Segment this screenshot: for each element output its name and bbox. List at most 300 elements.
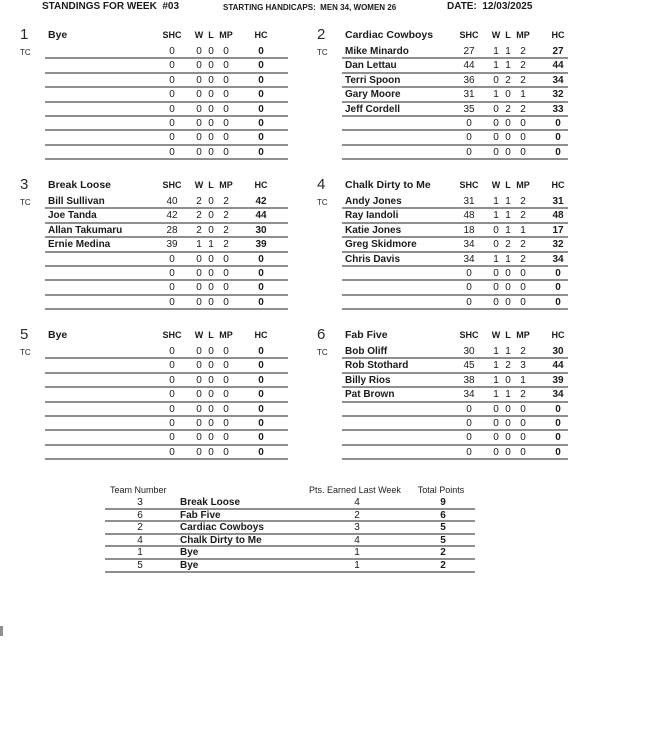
team-name: Bye — [48, 329, 68, 341]
player-row — [45, 224, 288, 238]
date-label: DATE: 12/03/2025 — [447, 1, 533, 12]
team-name: Fab Five — [345, 329, 388, 341]
player-wins: 0 — [493, 103, 499, 115]
player-match-points: 0 — [223, 403, 229, 415]
player-losses: 0 — [505, 146, 511, 158]
player-hc: 34 — [552, 74, 564, 86]
summary-team-name: Chalk Dirty to Me — [180, 534, 262, 546]
player-match-points: 0 — [520, 282, 526, 294]
player-shc: 0 — [466, 432, 472, 444]
player-rows — [45, 345, 288, 460]
player-wins: 1 — [493, 210, 499, 222]
player-shc: 0 — [466, 282, 472, 294]
player-match-points: 0 — [520, 432, 526, 444]
player-name: Billy Rios — [345, 374, 391, 386]
player-losses: 0 — [505, 296, 511, 308]
player-hc: 0 — [258, 346, 264, 357]
player-hc: 0 — [258, 132, 264, 144]
player-match-points: 0 — [520, 117, 526, 129]
player-shc: 38 — [463, 374, 475, 386]
player-name: Chris Davis — [345, 253, 401, 265]
team-captain-label: TC — [317, 198, 328, 207]
player-name: Bill Sullivan — [48, 196, 105, 207]
player-hc: 44 — [552, 360, 564, 372]
player-losses: 2 — [505, 239, 511, 251]
player-losses: 0 — [208, 224, 214, 236]
summary-pts-earned: 1 — [354, 547, 360, 559]
team-captain-label: TC — [20, 198, 31, 207]
player-shc: 27 — [463, 46, 475, 57]
summary-total-points: 6 — [440, 509, 446, 521]
player-row — [342, 209, 568, 223]
player-wins: 0 — [196, 117, 202, 129]
player-hc: 48 — [552, 210, 564, 222]
player-row — [342, 388, 568, 402]
player-match-points: 2 — [223, 196, 229, 207]
player-hc: 17 — [552, 224, 564, 236]
player-hc: 0 — [258, 46, 264, 57]
player-hc: 0 — [258, 374, 264, 386]
player-wins: 2 — [196, 196, 202, 207]
col-header-w: W — [194, 330, 204, 340]
player-match-points: 0 — [520, 296, 526, 308]
player-match-points: 2 — [223, 224, 229, 236]
player-row — [45, 253, 288, 267]
player-hc: 0 — [258, 432, 264, 444]
player-shc: 0 — [169, 146, 175, 158]
player-losses: 0 — [208, 60, 214, 72]
summary-team-number: 1 — [137, 547, 143, 559]
player-wins: 0 — [493, 282, 499, 294]
player-match-points: 0 — [520, 403, 526, 415]
player-shc: 0 — [466, 446, 472, 458]
player-hc: 0 — [555, 446, 561, 458]
player-shc: 0 — [169, 282, 175, 294]
team-number: 4 — [317, 176, 326, 193]
player-wins: 2 — [196, 210, 202, 222]
player-row — [45, 403, 288, 417]
player-wins: 2 — [196, 224, 202, 236]
player-shc: 30 — [463, 346, 475, 357]
col-header-l: L — [208, 330, 214, 340]
player-shc: 0 — [169, 132, 175, 144]
player-wins: 1 — [493, 196, 499, 207]
player-name: Ray Iandoli — [345, 210, 399, 222]
player-wins: 0 — [493, 146, 499, 158]
summary-row — [105, 535, 475, 548]
starting-handicaps-label: STARTING HANDICAPS: MEN 34, WOMEN 26 — [223, 3, 397, 12]
player-hc: 32 — [552, 239, 564, 251]
player-losses: 0 — [208, 403, 214, 415]
player-match-points: 0 — [520, 132, 526, 144]
player-losses: 0 — [208, 46, 214, 57]
col-header-w: W — [491, 330, 501, 340]
player-hc: 44 — [552, 60, 564, 72]
team-header-row — [18, 176, 288, 195]
summary-team-number: 3 — [137, 497, 143, 508]
player-rows — [45, 195, 288, 310]
col-header-hc: HC — [551, 180, 565, 190]
player-losses: 1 — [505, 196, 511, 207]
player-name: Greg Skidmore — [345, 239, 417, 251]
player-losses: 0 — [208, 374, 214, 386]
player-match-points: 2 — [520, 389, 526, 401]
player-row — [45, 117, 288, 131]
team-name: Chalk Dirty to Me — [345, 179, 431, 191]
player-losses: 0 — [208, 146, 214, 158]
player-row — [342, 88, 568, 102]
player-match-points: 2 — [223, 239, 229, 251]
player-shc: 0 — [169, 417, 175, 429]
player-shc: 0 — [466, 267, 472, 279]
col-header-hc: HC — [254, 180, 268, 190]
player-losses: 1 — [208, 239, 214, 251]
player-wins: 0 — [493, 267, 499, 279]
player-row — [45, 195, 288, 209]
player-hc: 0 — [258, 389, 264, 401]
player-wins: 0 — [196, 417, 202, 429]
player-row — [342, 253, 568, 267]
player-match-points: 0 — [223, 103, 229, 115]
summary-pts-earned: 1 — [354, 559, 360, 571]
player-name: Ernie Medina — [48, 239, 111, 251]
col-header-w: W — [491, 180, 501, 190]
player-wins: 0 — [196, 253, 202, 265]
summary-row — [105, 497, 475, 510]
player-match-points: 0 — [223, 360, 229, 372]
col-header-hc: HC — [254, 30, 268, 40]
player-match-points: 2 — [520, 103, 526, 115]
summary-pts-earned: 2 — [354, 509, 360, 521]
col-header-w: W — [194, 180, 204, 190]
player-row — [342, 146, 568, 160]
col-header-w: W — [194, 30, 204, 40]
player-wins: 0 — [196, 267, 202, 279]
player-wins: 0 — [493, 432, 499, 444]
team-captain-label: TC — [317, 48, 328, 57]
col-header-shc: SHC — [459, 30, 479, 40]
player-row — [45, 103, 288, 117]
player-row — [45, 59, 288, 73]
player-row — [342, 417, 568, 431]
player-hc: 0 — [258, 360, 264, 372]
player-losses: 0 — [208, 89, 214, 101]
player-shc: 0 — [169, 360, 175, 372]
team-header-row — [315, 326, 568, 345]
player-shc: 0 — [466, 403, 472, 415]
team-block — [18, 326, 288, 460]
page-edge-mark — [0, 626, 3, 636]
player-shc: 31 — [463, 196, 475, 207]
player-match-points: 1 — [520, 224, 526, 236]
team-block — [315, 26, 568, 160]
player-shc: 0 — [169, 374, 175, 386]
player-wins: 0 — [196, 432, 202, 444]
team-header-row — [315, 176, 568, 195]
player-shc: 0 — [169, 103, 175, 115]
player-losses: 1 — [505, 253, 511, 265]
col-header-hc: HC — [551, 330, 565, 340]
player-hc: 0 — [258, 146, 264, 158]
team-block — [18, 26, 288, 160]
player-shc: 34 — [463, 253, 475, 265]
player-row — [342, 238, 568, 252]
team-number: 3 — [20, 176, 29, 193]
player-shc: 34 — [463, 239, 475, 251]
player-wins: 0 — [196, 374, 202, 386]
player-match-points: 0 — [223, 117, 229, 129]
col-header-l: L — [208, 180, 214, 190]
player-shc: 0 — [169, 60, 175, 72]
player-hc: 0 — [555, 296, 561, 308]
player-row — [45, 345, 288, 359]
player-match-points: 0 — [223, 267, 229, 279]
player-shc: 40 — [166, 196, 178, 207]
team-number: 2 — [317, 26, 326, 43]
col-header-l: L — [208, 30, 214, 40]
team-header-row — [18, 326, 288, 345]
player-wins: 0 — [196, 346, 202, 357]
player-losses: 0 — [208, 446, 214, 458]
col-header-w: W — [491, 30, 501, 40]
player-shc: 0 — [169, 389, 175, 401]
player-hc: 0 — [555, 267, 561, 279]
player-losses: 0 — [505, 89, 511, 101]
player-match-points: 0 — [520, 446, 526, 458]
player-shc: 0 — [169, 346, 175, 357]
player-wins: 0 — [493, 117, 499, 129]
player-row — [45, 359, 288, 373]
player-hc: 30 — [255, 224, 267, 236]
player-name: Rob Stothard — [345, 360, 409, 372]
page-title: STANDINGS FOR WEEK #03 — [42, 1, 180, 12]
player-match-points: 0 — [223, 282, 229, 294]
player-match-points: 2 — [520, 196, 526, 207]
player-name: Gary Moore — [345, 89, 401, 101]
player-hc: 0 — [258, 417, 264, 429]
player-name: Pat Brown — [345, 389, 395, 401]
player-row — [342, 403, 568, 417]
player-wins: 1 — [493, 253, 499, 265]
player-wins: 1 — [493, 374, 499, 386]
player-wins: 1 — [493, 89, 499, 101]
player-match-points: 0 — [223, 296, 229, 308]
player-hc: 39 — [255, 239, 267, 251]
team-header-row — [315, 26, 568, 45]
player-shc: 0 — [169, 446, 175, 458]
player-name: Andy Jones — [345, 196, 402, 207]
player-hc: 33 — [552, 103, 564, 115]
player-match-points: 0 — [223, 446, 229, 458]
player-match-points: 0 — [223, 253, 229, 265]
player-hc: 0 — [258, 253, 264, 265]
col-header-mp: MP — [219, 330, 233, 340]
team-number: 6 — [317, 326, 326, 343]
player-name: Terri Spoon — [345, 74, 401, 86]
team-captain-label: TC — [20, 348, 31, 357]
player-wins: 0 — [493, 224, 499, 236]
player-losses: 1 — [505, 346, 511, 357]
player-row — [342, 103, 568, 117]
player-wins: 0 — [196, 446, 202, 458]
team-number: 1 — [20, 26, 29, 43]
player-losses: 0 — [208, 132, 214, 144]
player-hc: 31 — [552, 196, 564, 207]
player-hc: 44 — [255, 210, 267, 222]
player-hc: 0 — [258, 60, 264, 72]
player-hc: 0 — [258, 103, 264, 115]
player-row — [342, 74, 568, 88]
player-wins: 0 — [196, 132, 202, 144]
player-name: Mike Minardo — [345, 46, 409, 57]
col-header-hc: HC — [551, 30, 565, 40]
summary-team-name: Cardiac Cowboys — [180, 522, 264, 534]
player-match-points: 0 — [223, 89, 229, 101]
summary-col-pts-earned: Pts. Earned Last Week — [309, 485, 401, 495]
player-match-points: 2 — [520, 74, 526, 86]
player-match-points: 0 — [520, 267, 526, 279]
player-wins: 0 — [493, 403, 499, 415]
player-row — [342, 281, 568, 295]
player-name: Dan Lettau — [345, 60, 397, 72]
player-hc: 34 — [552, 253, 564, 265]
player-wins: 0 — [493, 74, 499, 86]
col-header-l: L — [505, 30, 511, 40]
player-match-points: 1 — [520, 89, 526, 101]
summary-header-row — [105, 483, 475, 497]
player-shc: 0 — [466, 146, 472, 158]
player-hc: 0 — [555, 132, 561, 144]
col-header-shc: SHC — [459, 180, 479, 190]
player-row — [45, 45, 288, 59]
col-header-mp: MP — [516, 180, 530, 190]
player-row — [342, 45, 568, 59]
player-shc: 0 — [169, 46, 175, 57]
player-hc: 0 — [258, 267, 264, 279]
summary-total-points: 9 — [440, 497, 446, 508]
player-hc: 32 — [552, 89, 564, 101]
player-wins: 1 — [493, 389, 499, 401]
player-row — [45, 431, 288, 445]
player-match-points: 0 — [223, 432, 229, 444]
summary-col-team-number: Team Number — [110, 485, 167, 495]
col-header-mp: MP — [219, 180, 233, 190]
player-wins: 0 — [196, 89, 202, 101]
summary-rows — [105, 497, 475, 573]
player-match-points: 0 — [223, 132, 229, 144]
player-match-points: 2 — [520, 46, 526, 57]
player-hc: 34 — [552, 389, 564, 401]
col-header-shc: SHC — [459, 330, 479, 340]
player-hc: 39 — [552, 374, 564, 386]
player-hc: 27 — [552, 46, 564, 57]
player-losses: 0 — [208, 296, 214, 308]
player-hc: 0 — [555, 403, 561, 415]
team-name: Break Loose — [48, 179, 112, 191]
player-wins: 0 — [196, 60, 202, 72]
player-losses: 0 — [505, 432, 511, 444]
col-header-mp: MP — [219, 30, 233, 40]
summary-total-points: 5 — [440, 522, 446, 534]
player-row — [342, 359, 568, 373]
player-losses: 0 — [208, 417, 214, 429]
player-shc: 0 — [169, 117, 175, 129]
player-row — [45, 374, 288, 388]
player-hc: 0 — [555, 282, 561, 294]
player-match-points: 0 — [223, 417, 229, 429]
player-row — [45, 146, 288, 160]
player-rows — [342, 345, 568, 460]
player-losses: 0 — [208, 117, 214, 129]
player-shc: 0 — [169, 89, 175, 101]
player-shc: 0 — [169, 296, 175, 308]
player-losses: 0 — [208, 282, 214, 294]
summary-total-points: 2 — [440, 547, 446, 559]
player-hc: 0 — [258, 74, 264, 86]
team-block — [315, 326, 568, 460]
player-match-points: 0 — [520, 417, 526, 429]
player-losses: 0 — [208, 210, 214, 222]
player-hc: 0 — [258, 446, 264, 458]
player-shc: 45 — [463, 360, 475, 372]
player-row — [45, 417, 288, 431]
player-name: Allan Takumaru — [48, 224, 123, 236]
player-shc: 39 — [166, 239, 178, 251]
player-rows — [342, 45, 568, 160]
player-match-points: 0 — [223, 389, 229, 401]
col-header-hc: HC — [254, 330, 268, 340]
player-shc: 35 — [463, 103, 475, 115]
player-row — [45, 209, 288, 223]
player-match-points: 2 — [520, 210, 526, 222]
player-hc: 0 — [258, 89, 264, 101]
col-header-l: L — [505, 330, 511, 340]
player-name: Joe Tanda — [48, 210, 97, 222]
team-header-row — [18, 26, 288, 45]
player-row — [342, 131, 568, 145]
player-name: Bob Oliff — [345, 346, 388, 357]
player-losses: 0 — [208, 346, 214, 357]
player-match-points: 0 — [223, 146, 229, 158]
player-losses: 0 — [208, 196, 214, 207]
player-losses: 1 — [505, 46, 511, 57]
player-wins: 0 — [493, 132, 499, 144]
player-hc: 0 — [258, 282, 264, 294]
player-losses: 0 — [208, 103, 214, 115]
player-match-points: 2 — [520, 253, 526, 265]
player-shc: 0 — [169, 74, 175, 86]
player-losses: 1 — [505, 210, 511, 222]
player-wins: 0 — [196, 103, 202, 115]
player-wins: 0 — [493, 296, 499, 308]
player-match-points: 2 — [520, 346, 526, 357]
summary-team-number: 2 — [137, 522, 143, 534]
summary-team-number: 6 — [137, 509, 143, 521]
player-row — [342, 296, 568, 310]
player-row — [342, 224, 568, 238]
player-wins: 0 — [196, 403, 202, 415]
player-hc: 0 — [555, 432, 561, 444]
player-hc: 0 — [258, 403, 264, 415]
player-row — [45, 74, 288, 88]
summary-team-number: 4 — [137, 534, 143, 546]
player-row — [342, 446, 568, 460]
summary-team-name: Break Loose — [180, 497, 241, 508]
player-losses: 0 — [208, 253, 214, 265]
player-shc: 0 — [466, 296, 472, 308]
player-wins: 0 — [493, 446, 499, 458]
player-wins: 0 — [196, 46, 202, 57]
